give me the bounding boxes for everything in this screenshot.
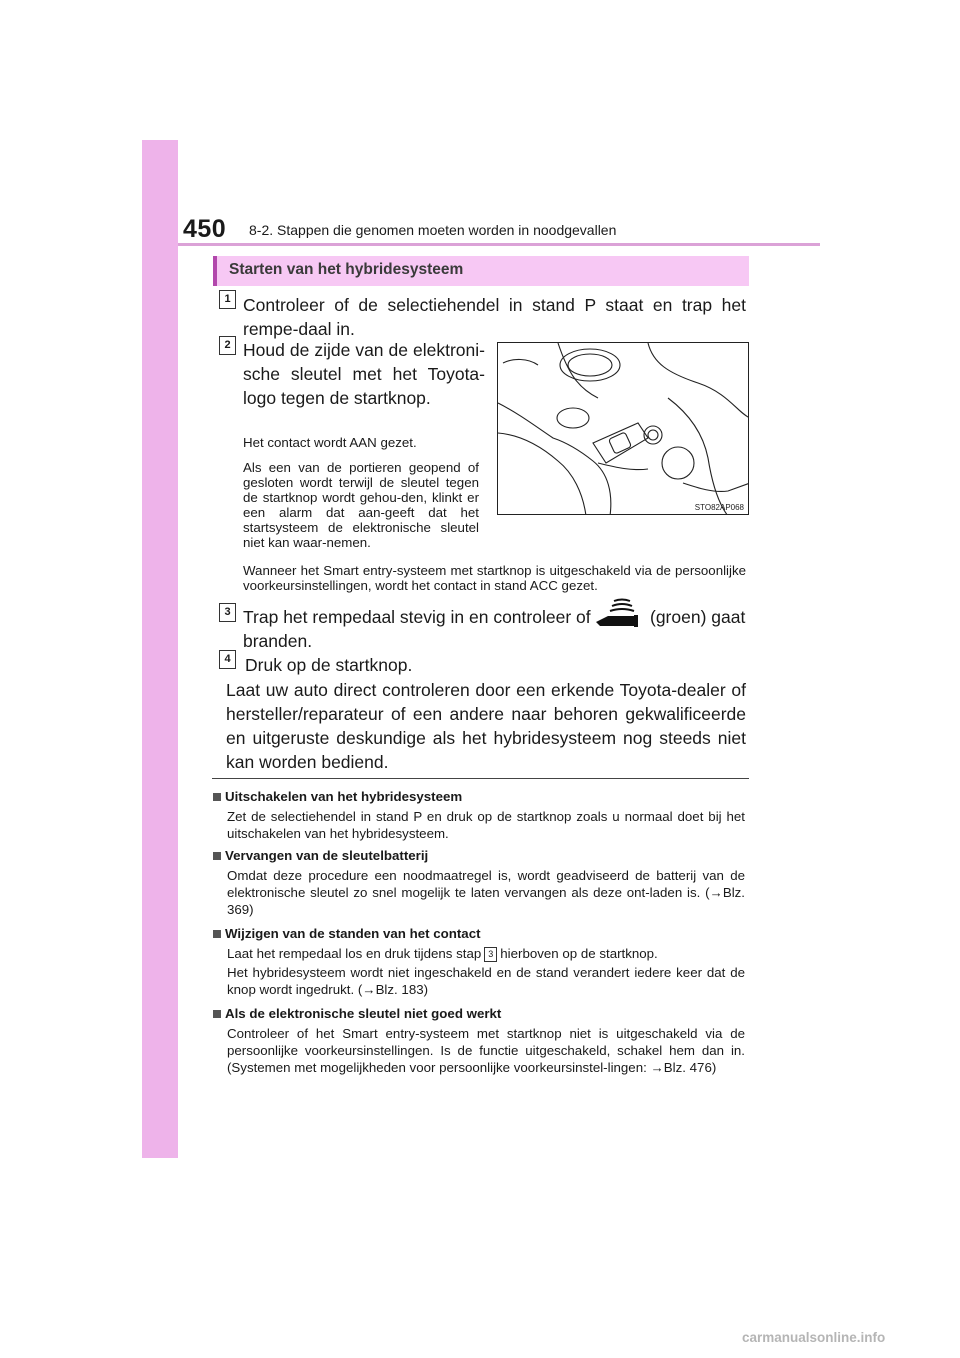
watermark: carmanualsonline.info: [742, 1330, 886, 1345]
hand-key-start-button-drawing: [498, 343, 749, 515]
bullet-square-icon: [213, 852, 221, 860]
step-2-note-acc: Wanneer het Smart entry-systeem met startknop is uitgeschakeld via de persoonlijke voorkeursinstellingen, wordt het contact in stand ACC gezet.: [243, 563, 746, 593]
arrow-right-icon: →: [650, 1060, 664, 1075]
illustration-code: STO82AP068: [694, 503, 744, 512]
topic-4-title: [213, 1006, 501, 1021]
topic-4-body-text: Controleer of het Smart entry-systeem met startknop niet is uitgeschakeld via de persoonlijke voorkeursinstellingen. Is de functie uitgeschakeld, schakel hem dan in. (Systemen met mogelijkheden voor persoonlijke voorkeursinstel-lingen:: [227, 1026, 745, 1075]
chapter-heading: 8-2. Stappen die genomen moeten worden in noodgevallen: [249, 222, 617, 238]
topic-3-body: [227, 964, 745, 998]
step-3-text-after: (groen) gaat: [650, 607, 746, 627]
topic-3-line-1: [227, 945, 745, 962]
step-4-marker: 4: [219, 650, 236, 669]
step-2-marker: 2: [219, 336, 236, 355]
ready-indicator-icon: [592, 598, 644, 630]
step-2-line-2: sche sleutel met het Toyota-: [243, 364, 485, 384]
startknop-illustration: [497, 342, 749, 515]
topic-2-body: [227, 867, 745, 918]
step-2-line-3: logo tegen de startknop.: [243, 388, 431, 408]
step-3-marker: 3: [219, 603, 236, 622]
arrow-right-icon: →: [709, 885, 723, 900]
section-separator: [212, 778, 749, 779]
chapter-sidebar-tab: [142, 140, 178, 1158]
topic-2-title: [213, 848, 428, 863]
bullet-square-icon: [213, 930, 221, 938]
topic-1-body: Zet de selectiehendel in stand P en druk op de startknop zoals u normaal doet bij het uitschakelen van het hybridesysteem.: [227, 809, 745, 841]
step-1-text: Controleer of de selectiehendel in stand P staat en trap het rempe-daal in.: [243, 295, 746, 339]
topic-3-title-text: Wijzigen van de standen van het contact: [225, 926, 481, 941]
page-reference: Blz. 476): [663, 1060, 717, 1075]
arrow-right-icon: →: [362, 982, 376, 997]
page-reference: Blz. 369): [227, 885, 745, 917]
topic-2-body-text: Omdat deze procedure een noodmaatregel is, wordt geadviseerd de batterij van de elektronische sleutel zo snel mogelijk te laten vervangen als deze ont-laden is. (: [227, 868, 745, 900]
topic-3-line-1-text: Laat het rempedaal los en druk tijdens stap: [227, 946, 482, 961]
bullet-square-icon: [213, 793, 221, 801]
step-1-marker: 1: [219, 290, 236, 309]
step-3-inline-marker: 3: [484, 947, 497, 962]
step-2-note-alarm: Als een van de portieren geopend of gesloten wordt terwijl de sleutel tegen de startknop wordt gehou-den, klinkt er een alarm dat aan-geeft dat het startsysteem de elektronische sleutel niet kan waar-nemen.: [243, 460, 479, 550]
step-4-text: Druk op de startknop.: [245, 655, 413, 675]
topic-1-title-text: Uitschakelen van het hybridesysteem: [225, 789, 463, 804]
topic-3-title: [213, 926, 481, 941]
bullet-square-icon: [213, 1010, 221, 1018]
topic-4-body: [227, 1025, 745, 1076]
topic-3-line-1-after: hierboven op de startknop.: [500, 946, 658, 961]
topic-1-title: [213, 789, 462, 804]
page-reference: Blz. 183): [375, 982, 429, 997]
step-2-line-1: Houd de zijde van de elektroni-: [243, 340, 485, 360]
closing-paragraph: Laat uw auto direct controleren door een erkende Toyota-dealer of hersteller/reparateur of een andere naar behoren gekwalificeerde en uitgeruste deskundige als het hybridesysteem nog steeds niet kan worden bediend.: [226, 680, 746, 772]
step-2-note-contact: Het contact wordt AAN gezet.: [243, 435, 417, 450]
step-3-text-before: Trap het rempedaal stevig in en controleer of: [243, 607, 591, 627]
topic-2-title-text: Vervangen van de sleutelbatterij: [225, 848, 429, 863]
header-divider: [178, 243, 820, 246]
section-title-bar: [213, 256, 749, 286]
page-number: 450: [183, 215, 227, 243]
section-title: Starten van het hybridesysteem: [229, 261, 464, 278]
topic-3-body-text: Het hybridesysteem wordt niet ingeschakeld en de stand verandert iedere keer dat de knop wordt ingedrukt. (: [227, 965, 745, 997]
step-3-line-2: branden.: [243, 631, 313, 651]
topic-4-title-text: Als de elektronische sleutel niet goed werkt: [225, 1006, 502, 1021]
